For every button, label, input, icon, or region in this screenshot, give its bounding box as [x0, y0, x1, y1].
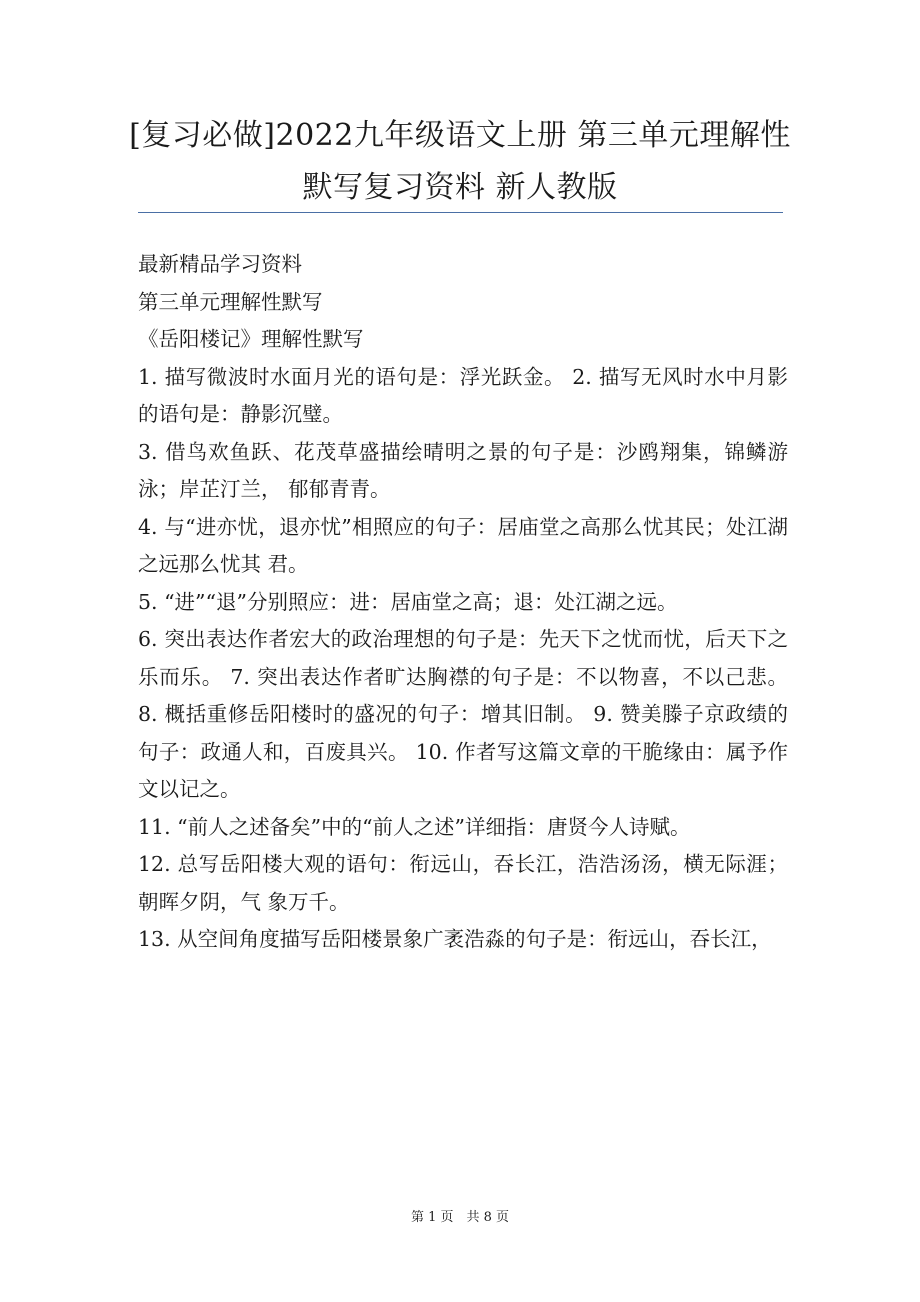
paragraph: 6. 突出表达作者宏大的政治理想的句子是：先天下之忧而忧，后天下之乐而乐。 7. 突出表达作者旷达胸襟的句子是：不以物喜，不以己悲。 8. 概括重修岳阳楼时的盛况的句子：增其旧制。 9. 赞美滕子京政绩的句子：政通人和，百废具兴。 10. 作者写这篇文章的干脆缘由：属予作文以记之。 [138, 627, 788, 801]
paragraph: 第三单元理解性默写 [138, 289, 323, 314]
paragraph: 4. 与“进亦忧，退亦忧”相照应的句子：居庙堂之高那么忧其民；处江湖之远那么忧其 君。 [138, 514, 788, 576]
document-title: [复习必做]2022九年级语文上册 第三单元理解性默写复习资料 新人教版 [129, 118, 791, 205]
paragraph: 《岳阳楼记》理解性默写 [138, 327, 364, 351]
paragraph: 11. “前人之述备矣”中的“前人之述”详细指：唐贤今人诗赋。 [138, 814, 691, 839]
paragraph: 13. 从空间角度描写岳阳楼景象广袤浩淼的句子是：衔远山，吞长江， [138, 927, 772, 951]
paragraph: 5. “进”“退”分别照应：进：居庙堂之高；退：处江湖之远。 [138, 589, 678, 614]
page-footer [0, 1206, 920, 1225]
paragraph: 12. 总写岳阳楼大观的语句：衔远山，吞长江，浩浩汤汤，横无际涯；朝晖夕阴，气 象万千。 [138, 852, 788, 914]
document-body [138, 246, 788, 959]
page-number: 第 1 页 共 8 页 [410, 1210, 510, 1225]
paragraph: 最新精品学习资料 [138, 252, 302, 276]
title-divider [138, 212, 783, 213]
paragraph: 1. 描写微波时水面月光的语句是：浮光跃金。 2. 描写无风时水中月影的语句是：静影沉璧。 [138, 364, 788, 426]
paragraph: 3. 借鸟欢鱼跃、花茂草盛描绘晴明之景的句子是：沙鸥翔集，锦鳞游泳；岸芷汀兰， 郁郁青青。 [138, 439, 788, 501]
